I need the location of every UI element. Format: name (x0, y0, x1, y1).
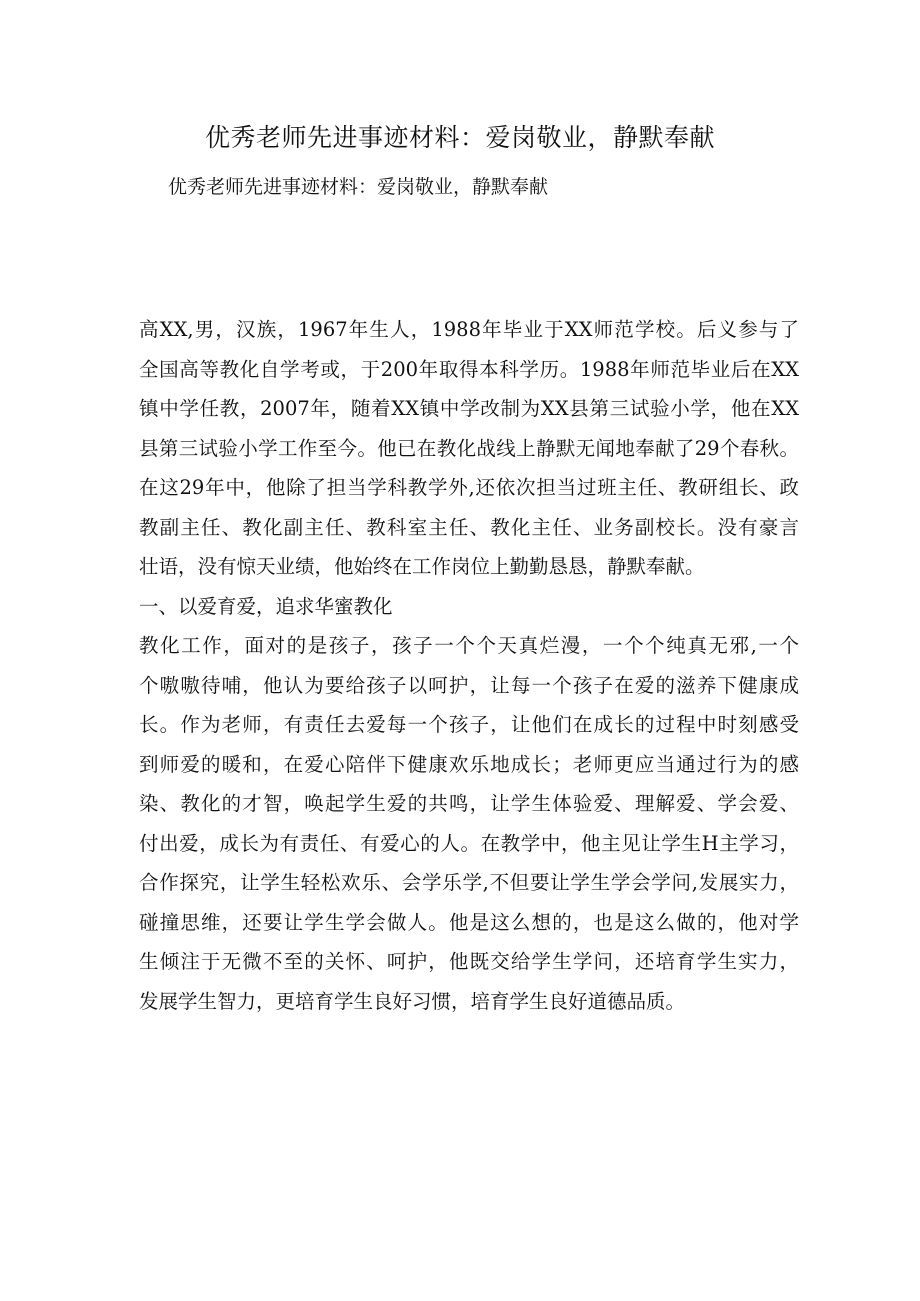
paragraph-2-line-3: 长。作为老师，有责任去爱每一个孩子，让他们在成长的过程中时刻感受 (139, 713, 799, 736)
paragraph-1-line-1: 高XX,男，汉族，1967年生人，1988年毕业于XX师范学校。后义参与了 (139, 318, 799, 341)
paragraph-1-line-7: 壮语，没有惊天业绩，他始终在工作岗位上勤勤恳恳，静默奉献。 (139, 555, 705, 578)
section-heading-1: 一、以爱育爱，追求华蜜教化 (139, 594, 393, 618)
document-title: 优秀老师先进事迹材料：爱岗敬业，静默奉献 (204, 123, 715, 152)
paragraph-2-line-9: 生倾注于无微不至的关怀、呵护，他既交给学生学问，还培育学生实力， (139, 950, 799, 973)
paragraph-1-line-4: 县第三试验小学工作至今。他已在教化战线上静默无闻地奉献了29个春秋。 (139, 436, 799, 460)
paragraph-2-line-1: 教化工作，面对的是孩子，孩子一个个天真烂漫，一个个纯真无邪,一个 (139, 634, 799, 657)
document-subtitle: 优秀老师先进事迹材料：爱岗敬业，静默奉献 (168, 176, 549, 198)
paragraph-2-line-5: 染、教化的才智，唤起学生爱的共鸣，让学生体验爱、理解爱、学会爱、 (139, 792, 799, 815)
paragraph-2-line-6: 付出爱，成长为有责任、有爱心的人。在教学中，他主见让学生H主学习， (139, 831, 799, 855)
paragraph-1-line-5: 在这29年中，他除了担当学科教学外,还依次担当过班主任、教研组长、政 (139, 476, 799, 499)
paragraph-2-line-7: 合作探究，让学生轻松欢乐、会学乐学,不但要让学生学会学问,发展实力， (139, 871, 799, 894)
paragraph-2-line-4: 到师爱的暖和，在爱心陪伴下健康欢乐地成长；老师更应当通过行为的感 (139, 752, 799, 776)
paragraph-2-line-8: 碰撞思维，还要让学生学会做人。他是这么想的，也是这么做的，他对学 (139, 910, 799, 934)
paragraph-1-line-6: 教副主任、教化副主任、教科室主任、教化主任、业务副校长。没有豪言 (139, 515, 799, 539)
paragraph-1-line-2: 全国高等教化自学考或，于200年取得本科学历。1988年师范毕业后在XX (139, 357, 799, 381)
paragraph-2-line-2: 个嗷嗷待哺，他认为要给孩子以呵护，让每一个孩子在爱的滋养下健康成 (139, 673, 799, 697)
paragraph-1-line-3: 镇中学任教，2007年，随着XX镇中学改制为XX县第三试验小学，他在XX (139, 397, 799, 420)
document-body (139, 310, 799, 1021)
paragraph-2-line-10: 发展学生智力，更培育学生良好习惯，培育学生良好道德品质。 (139, 989, 686, 1013)
